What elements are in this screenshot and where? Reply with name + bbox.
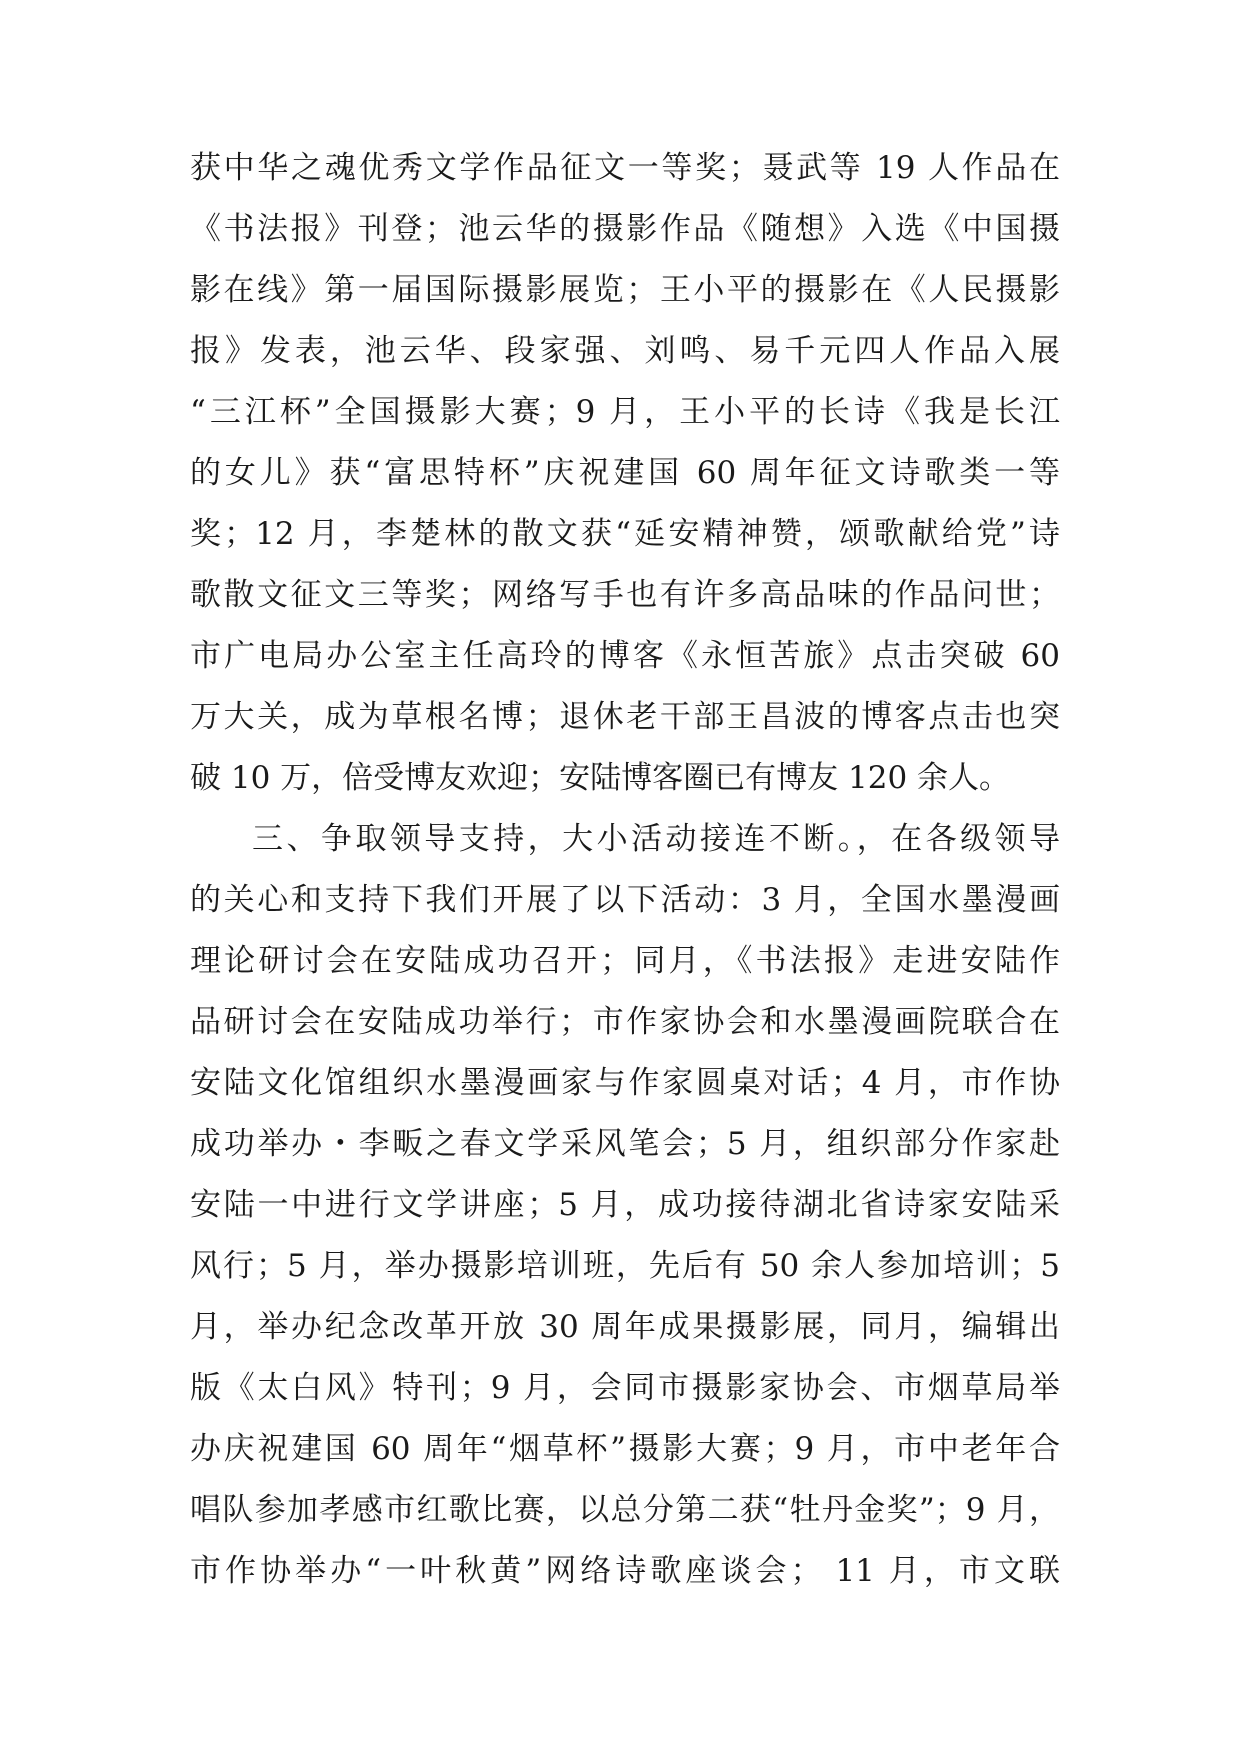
text-line: 歌散文征文三等奖；网络写手也有许多高品味的作品问世；: [190, 577, 1060, 613]
text-line: 报》发表，池云华、段家强、刘鸣、易千元四人作品入展: [190, 333, 1060, 369]
text-line: 市作协举办“一叶秋黄”网络诗歌座谈会； 11 月，市文联: [190, 1553, 1060, 1589]
text-line: 影在线》第一届国际摄影展览；王小平的摄影在《人民摄影: [190, 272, 1060, 308]
text-line: 唱队参加孝感市红歌比赛，以总分第二获“牡丹金奖”；9 月，: [190, 1492, 1060, 1528]
text-line: 市广电局办公室主任高玲的博客《永恒苦旅》点击突破 60: [190, 638, 1060, 674]
text-line: 万大关，成为草根名博；退休老干部王昌波的博客点击也突: [190, 699, 1060, 735]
text-line: 办庆祝建国 60 周年“烟草杯”摄影大赛；9 月，市中老年合: [190, 1431, 1060, 1467]
text-line: 安陆文化馆组织水墨漫画家与作家圆桌对话；4 月，市作协: [190, 1065, 1060, 1101]
text-line: 月，举办纪念改革开放 30 周年成果摄影展，同月，编辑出: [190, 1309, 1060, 1345]
text-line: 成功举办・李畈之春文学采风笔会；5 月，组织部分作家赴: [190, 1126, 1060, 1162]
text-line: 理论研讨会在安陆成功召开；同月，《书法报》走进安陆作: [190, 943, 1060, 979]
text-line: 的女儿》获“富思特杯”庆祝建国 60 周年征文诗歌类一等: [190, 455, 1060, 491]
text-line: 品研讨会在安陆成功举行；市作家协会和水墨漫画院联合在: [190, 1004, 1060, 1040]
text-line: 《书法报》刊登；池云华的摄影作品《随想》入选《中国摄: [190, 211, 1060, 247]
text-line: 获中华之魂优秀文学作品征文一等奖；聂武等 19 人作品在: [190, 150, 1060, 186]
text-line: 安陆一中进行文学讲座；5 月，成功接待湖北省诗家安陆采: [190, 1187, 1060, 1223]
text-line: “三江杯”全国摄影大赛；9 月，王小平的长诗《我是长江: [190, 394, 1060, 430]
text-line: 奖；12 月，李楚林的散文获“延安精神赞，颂歌献给党”诗: [190, 516, 1060, 552]
text-line: 破 10 万，倍受博友欢迎；安陆博客圈已有博友 120 余人。: [190, 760, 1011, 796]
text-line: 版《太白风》特刊；9 月，会同市摄影家协会、市烟草局举: [190, 1370, 1060, 1406]
text-line: 风行；5 月，举办摄影培训班，先后有 50 余人参加培训；5: [190, 1248, 1060, 1284]
text-line: 的关心和支持下我们开展了以下活动：3 月，全国水墨漫画: [190, 882, 1060, 918]
text-line: 三、争取领导支持，大小活动接连不断。，在各级领导: [252, 821, 1060, 857]
